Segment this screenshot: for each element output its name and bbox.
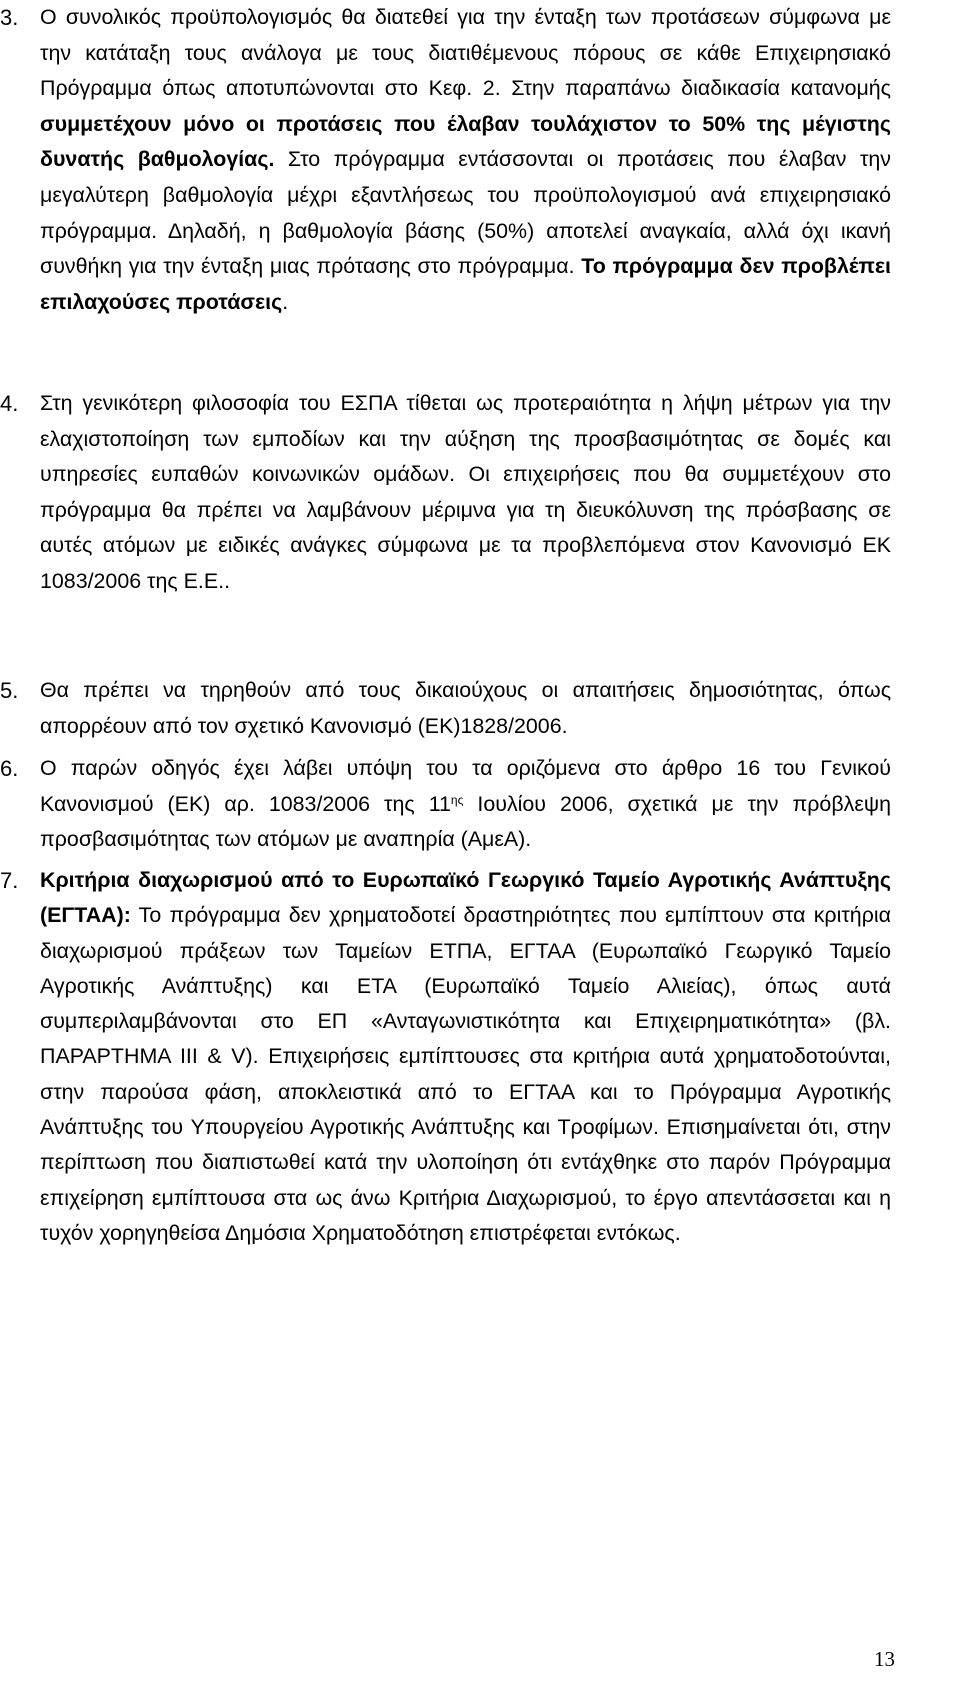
list-item-3 (0, 0, 891, 320)
list-number: 4. (0, 391, 19, 416)
list-item-4 (0, 386, 891, 600)
list-number: 3. (0, 5, 19, 30)
text-segment: Στο πρόγραμμα εντάσσονται οι προτάσεις που έλαβαν την μεγαλύτερη βαθμολογία μέχρι εξαντλήσεως του προϋπολογισμού ανά επιχειρησιακό πρόγραμμα. Δηλαδή, η βαθμολογία βάσης (50%) αποτελεί αναγκαία, αλλά όχι ικανή συνθήκη για την ένταξη μιας πρότασης στο πρόγραμμα. (40, 147, 892, 279)
text-segment: . (282, 289, 289, 314)
bold-text: συμμετέχουν μόνο οι προτάσεις που έλαβαν τουλάχιστον το 50% της μέγιστης δυνατής βαθμολογίας. (40, 111, 891, 172)
text-segment: Ο παρών οδηγός έχει λάβει υπόψη του τα οριζόμενα στο άρθρο 16 του Γενικού Κανονισμού (ΕΚ) αρ. 1083/2006 της 11 (40, 756, 891, 816)
paragraph (40, 0, 891, 320)
text-segment: Ιουλίου 2006, σχετικά με την πρόβλεψη προσβασιμότητας των ατόμων με αναπηρία (ΑμεΑ). (40, 791, 892, 852)
list-number: 5. (0, 678, 19, 703)
paragraph: Θα πρέπει να τηρηθούν από τους δικαιούχους οι απαιτήσεις δημοσιότητας, όπως απορρέουν από τον σχετικό Κανονισμό (ΕΚ)1828/2006. (40, 678, 891, 738)
bold-heading: Κριτήρια διαχωρισμού από το Ευρωπαϊκό Γεωργικό Ταμείο Αγροτικής Ανάπτυξης (ΕΓΤΑΑ): (40, 868, 891, 928)
page-number: 13 (874, 1647, 895, 1671)
list-item-6 (0, 751, 891, 858)
list-number: 6. (0, 756, 19, 781)
superscript: ης (450, 792, 464, 807)
list-number: 7. (0, 868, 19, 893)
paragraph (40, 863, 891, 1251)
text-segment: Το πρόγραμμα δεν χρηματοδοτεί δραστηριότητες που εμπίπτουν στα κριτήρια διαχωρισμού πράξεων των Ταμείων ΕΤΠΑ, ΕΓΤΑΑ (Ευρωπαϊκό Γεωργικό Ταμείο Αγροτικής Ανάπτυξης) και ΕΤΑ (Ευρωπαϊκό Ταμείο Αλιείας), όπως αυτά συμπεριλαμβάνονται στο ΕΠ «Ανταγωνιστικότητα και Επιχειρηματικότητα» (βλ. ΠΑΡΑΡΤΗΜΑ ΙΙΙ & V). Επιχειρήσεις εμπίπτουσες στα κριτήρια αυτά χρηματοδοτούνται, στην παρούσα φάση, αποκλειστικά από το ΕΓΤΑΑ και το Πρόγραμμα Αγροτικής Ανάπτυξης του Υπουργείου Αγροτικής Ανάπτυξης και Τροφίμων. Επισημαίνεται ότι, στην περίπτωση που διαπιστωθεί κατά την υλοποίηση ότι εντάχθηκε στο παρόν Πρόγραμμα επιχείρηση εμπίπτουσα στα ως άνω Κριτήρια Διαχωρισμού, το έργο απεντάσσεται και η τυχόν χορηγηθείσα Δημόσια Χρηματοδότηση επιστρέφεται εντόκως. (40, 903, 891, 1245)
paragraph (40, 751, 891, 858)
paragraph: Στη γενικότερη φιλοσοφία του ΕΣΠΑ τίθεται ως προτεραιότητα η λήψη μέτρων για την ελαχιστοποίηση των εμποδίων και την αύξηση της προσβασιμότητας σε δομές και υπηρεσίες ευπαθών κοινωνικών ομάδων. Οι επιχειρήσεις που θα συμμετέχουν στο πρόγραμμα θα πρέπει να λαμβάνουν μέριμνα για τη διευκόλυνση της πρόσβασης σε αυτές ατόμων με ειδικές ανάγκες σύμφωνα με τα προβλεπόμενα στον Κανονισμό ΕΚ 1083/2006 της Ε.Ε.. (40, 391, 891, 593)
list-item-7 (0, 863, 891, 1251)
text-segment: Ο συνολικός προϋπολογισμός θα διατεθεί για την ένταξη των προτάσεων σύμφωνα με την κατάταξη τους ανάλογα με τους διατιθέμενους πόρους σε κάθε Επιχειρησιακό Πρόγραμμα όπως αποτυπώνονται στο Κεφ. 2. Στην παραπάνω διαδικασία κατανομής (40, 5, 891, 101)
list-item-5 (0, 673, 891, 744)
bold-text: Το πρόγραμμα δεν προβλέπει επιλαχούσες προτάσεις (40, 254, 891, 314)
